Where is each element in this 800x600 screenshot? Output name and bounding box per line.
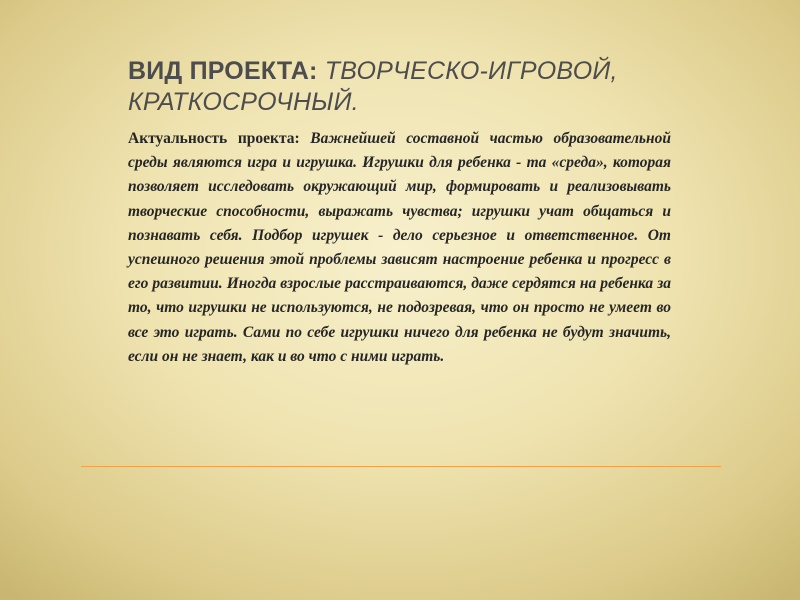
title-project-type: ТВОРЧЕСКО-ИГРОВОЙ, КРАТКОСРОЧНЫЙ. bbox=[128, 57, 618, 116]
slide-title bbox=[128, 56, 688, 118]
title-lead: ВИД ПРОЕКТА: bbox=[128, 57, 325, 85]
body-content: Важнейшей составной частью образовательной среды являются игра и игрушка. Игрушки для ребенка - та «среда», которая позволяет исследовать окружающий мир, формировать и реализовывать творческие способности, выражать чувства; игрушки учат общаться и познавать себя. Подбор игрушек - дело серьезное и ответственное. От успешного решения этой проблемы зависят настроение ребенка и прогресс в его развитии. Иногда взрослые расстраиваются, даже сердятся на ребенка за то, что игрушки не используются, не подозревая, что он просто не умеет во все это играть. Сами по себе игрушки ничего для ребенка не будут значить, если он не знает, как и во что с ними играть. bbox=[128, 130, 671, 365]
footer-divider-line bbox=[81, 466, 721, 467]
body-label: Актуальность проекта: bbox=[128, 130, 311, 147]
body-paragraph bbox=[128, 127, 671, 369]
